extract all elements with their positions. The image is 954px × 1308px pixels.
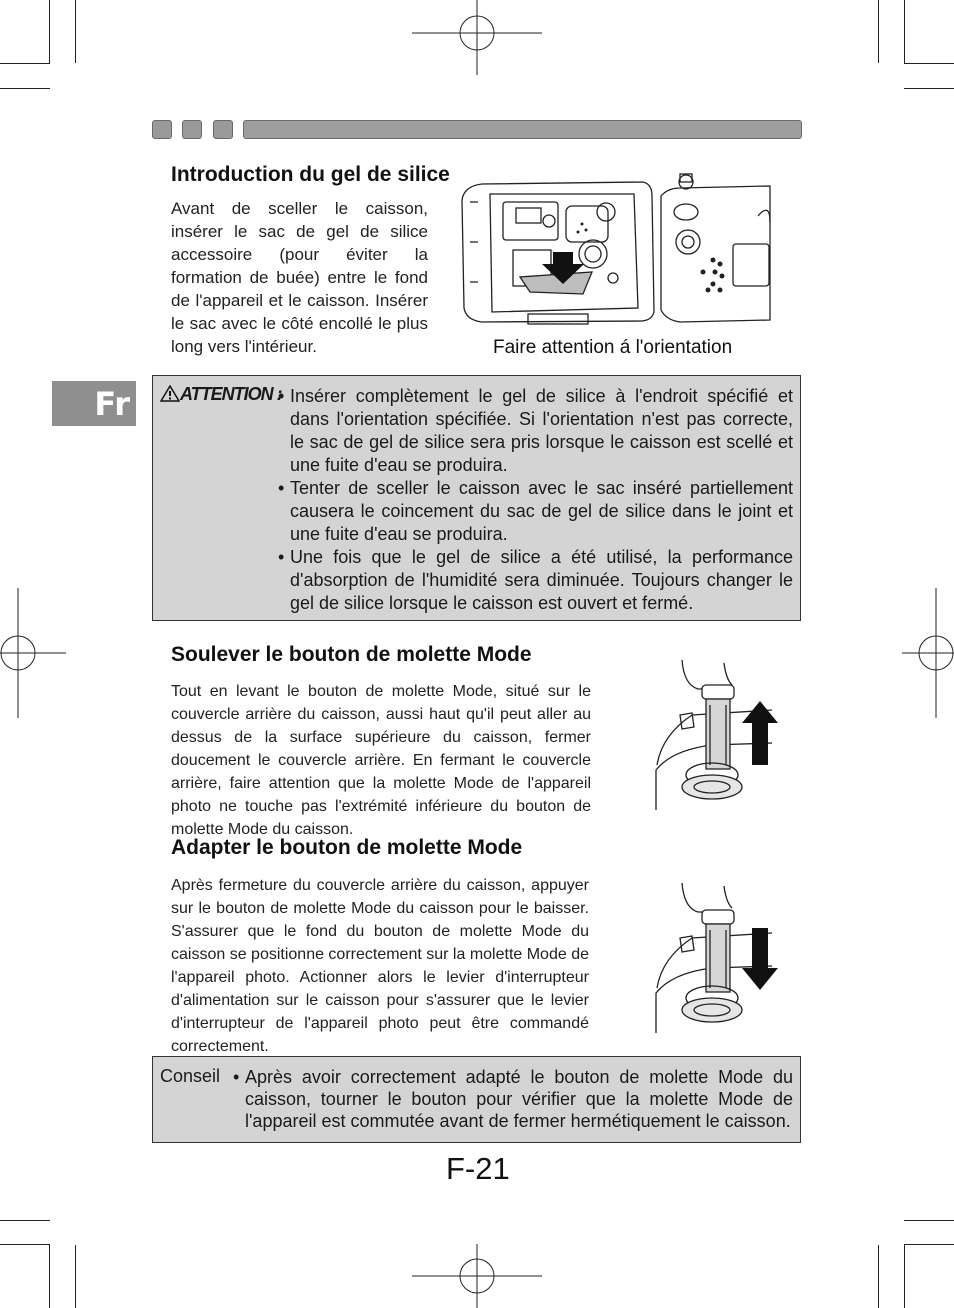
attention-item: • Tenter de sceller le caisson avec le sac inséré partiellement causera le coincement du sac de gel de silice dans le joint et une fuite d'eau se produira. xyxy=(278,477,793,546)
tip-text: • Après avoir correctement adapté le bouton de molette Mode du caisson, tourner le bouton pour vérifier que la molette Mode de l'appareil est commutée avant de fermer hermétiquement le caisson. xyxy=(233,1066,793,1132)
crop-mark xyxy=(904,1244,954,1245)
image-caption: Faire attention á l'orientation xyxy=(493,337,733,358)
attention-list xyxy=(278,385,793,615)
registration-mark xyxy=(412,0,542,80)
crop-mark xyxy=(904,63,954,64)
crop-mark xyxy=(75,1245,76,1308)
housing-open-illustration xyxy=(458,172,774,327)
language-tab: Fr xyxy=(52,381,136,426)
section-title-lift: Soulever le bouton de molette Mode xyxy=(171,643,532,666)
registration-mark xyxy=(900,588,954,718)
attention-label xyxy=(160,384,282,405)
crop-mark xyxy=(75,0,76,63)
crop-mark xyxy=(878,0,879,63)
crop-mark xyxy=(878,1245,879,1308)
crop-mark xyxy=(0,63,50,64)
header-square xyxy=(213,120,233,139)
header-bar xyxy=(243,120,802,139)
warning-icon xyxy=(160,385,180,402)
section-title-adapt: Adapter le bouton de molette Mode xyxy=(171,836,523,859)
registration-mark xyxy=(0,588,70,718)
crop-mark xyxy=(904,88,954,89)
crop-mark xyxy=(904,1245,905,1308)
tip-box xyxy=(152,1056,801,1143)
crop-mark xyxy=(0,1220,50,1221)
section-title-silica: Introduction du gel de silice xyxy=(171,163,450,186)
header-square xyxy=(152,120,172,139)
crop-mark xyxy=(0,88,50,89)
crop-mark xyxy=(904,0,905,63)
crop-mark xyxy=(49,1245,50,1308)
attention-box xyxy=(152,375,801,621)
attention-item: • Une fois que le gel de silice a été utilisé, la performance d'absorption de l'humidité sera diminuée. Toujours changer le gel de silice lorsque le caisson est ouvert et fermé. xyxy=(278,546,793,615)
section-body-lift: Tout en levant le bouton de molette Mode, situé sur le couvercle arrière du caisson, aussi haut qu'il peut aller au dessus de la surface supérieure du caisson, fermer doucement le couvercle arrière. En fermant le couvercle arrière, faire attention que la molette Mode de l'appareil photo ne touche pas l'extrémité inférieure du bouton de molette Mode du caisson. xyxy=(171,683,591,838)
section-body-silica: Avant de sceller le caisson, insérer le sac de gel de silice accessoire (pour éviter la formation de buée) entre le fond de l'appareil et le caisson. Insérer le sac avec le côté encollé le plus long vers l'intérieur. xyxy=(171,199,428,356)
page-number: F-21 xyxy=(446,1151,510,1186)
crop-mark xyxy=(904,1220,954,1221)
mode-button-lift-illustration xyxy=(652,655,782,815)
mode-button-press-illustration xyxy=(652,878,782,1038)
crop-mark xyxy=(0,1244,50,1245)
attention-label-text: ATTENTION : xyxy=(180,384,282,404)
attention-item: • Insérer complètement le gel de silice à l'endroit spécifié et dans l'orientation spécifiée. Si l'orientation n'est pas correcte, le sac de gel de silice sera pris lorsque le caisson est scellé et une fuite d'eau se produira. xyxy=(278,385,793,477)
crop-mark xyxy=(49,0,50,63)
section-body-adapt: Après fermeture du couvercle arrière du caisson, appuyer sur le bouton de molette Mode du caisson pour le baisser. S'assurer que le fond du bouton de molette Mode du caisson se positionne correctement sur la molette Mode de l'appareil photo. Actionner alors le levier d'interrupteur d'alimentation sur le caisson pour s'assurer que le levier d'interrupteur de l'appareil photo peut être commandé correctement. xyxy=(171,877,589,1055)
registration-mark xyxy=(412,1240,542,1308)
tip-label: Conseil xyxy=(160,1066,221,1086)
header-square xyxy=(182,120,202,139)
